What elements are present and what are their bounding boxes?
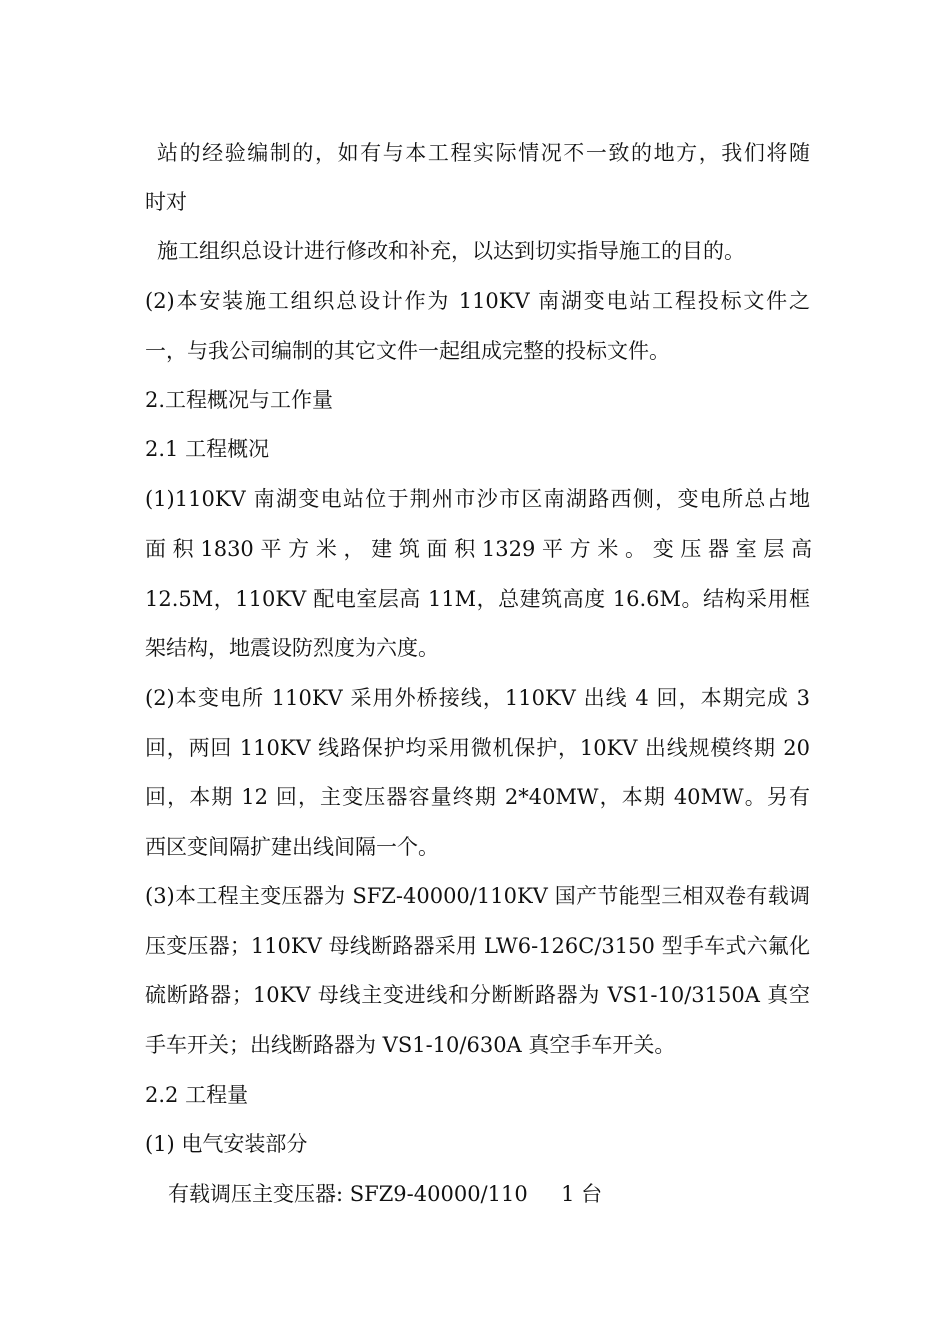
paragraph-line: 时对 <box>145 190 187 214</box>
paragraph-line: 一，与我公司编制的其它文件一起组成完整的投标文件。 <box>145 339 670 363</box>
paragraph-line: 回，两回 110KV 线路保护均采用微机保护，10KV 出线规模终期 20 <box>145 736 810 760</box>
paragraph-line: 西区变间隔扩建出线间隔一个。 <box>145 835 439 859</box>
section-heading: 2.工程概况与工作量 <box>145 388 334 412</box>
paragraph-line: 12.5M，110KV 配电室层高 11M，总建筑高度 16.6M。结构采用框 <box>145 587 810 611</box>
paragraph-line: (2)本变电所 110KV 采用外桥接线，110KV 出线 4 回，本期完成 3 <box>145 686 810 710</box>
paragraph-line: 回，本期 12 回，主变压器容量终期 2*40MW，本期 40MW。另有 <box>145 785 810 809</box>
paragraph-line: 架结构，地震设防烈度为六度。 <box>145 636 439 660</box>
paragraph-line: (3)本工程主变压器为 SFZ-40000/110KV 国产节能型三相双卷有载调 <box>145 884 810 908</box>
paragraph-line: (1)110KV 南湖变电站位于荆州市沙市区南湖路西侧，变电所总占地 <box>145 487 810 511</box>
paragraph-line: 硫断路器；10KV 母线主变进线和分断断路器为 VS1-10/3150A 真空 <box>145 983 810 1007</box>
paragraph-line: (2)本安装施工组织总设计作为 110KV 南湖变电站工程投标文件之 <box>145 289 810 313</box>
paragraph-line: 站的经验编制的，如有与本工程实际情况不一致的地方，我们将随 <box>157 141 810 165</box>
paragraph-line: 施工组织总设计进行修改和补充，以达到切实指导施工的目的。 <box>157 239 745 263</box>
subsection-heading: 2.2 工程量 <box>145 1083 249 1107</box>
paragraph-line: 面 积 1830 平 方 米 ， 建 筑 面 积 1329 平 方 米 。 变 压 器 室 层 高 <box>145 537 813 561</box>
equipment-item: 有载调压主变压器: SFZ9-40000/110 1 台 <box>168 1182 603 1206</box>
list-heading: (1) 电气安装部分 <box>145 1132 308 1156</box>
paragraph-line: 压变压器；110KV 母线断路器采用 LW6-126C/3150 型手车式六氟化 <box>145 934 810 958</box>
subsection-heading: 2.1 工程概况 <box>145 437 270 461</box>
paragraph-line: 手车开关；出线断路器为 VS1-10/630A 真空手车开关。 <box>145 1033 676 1057</box>
